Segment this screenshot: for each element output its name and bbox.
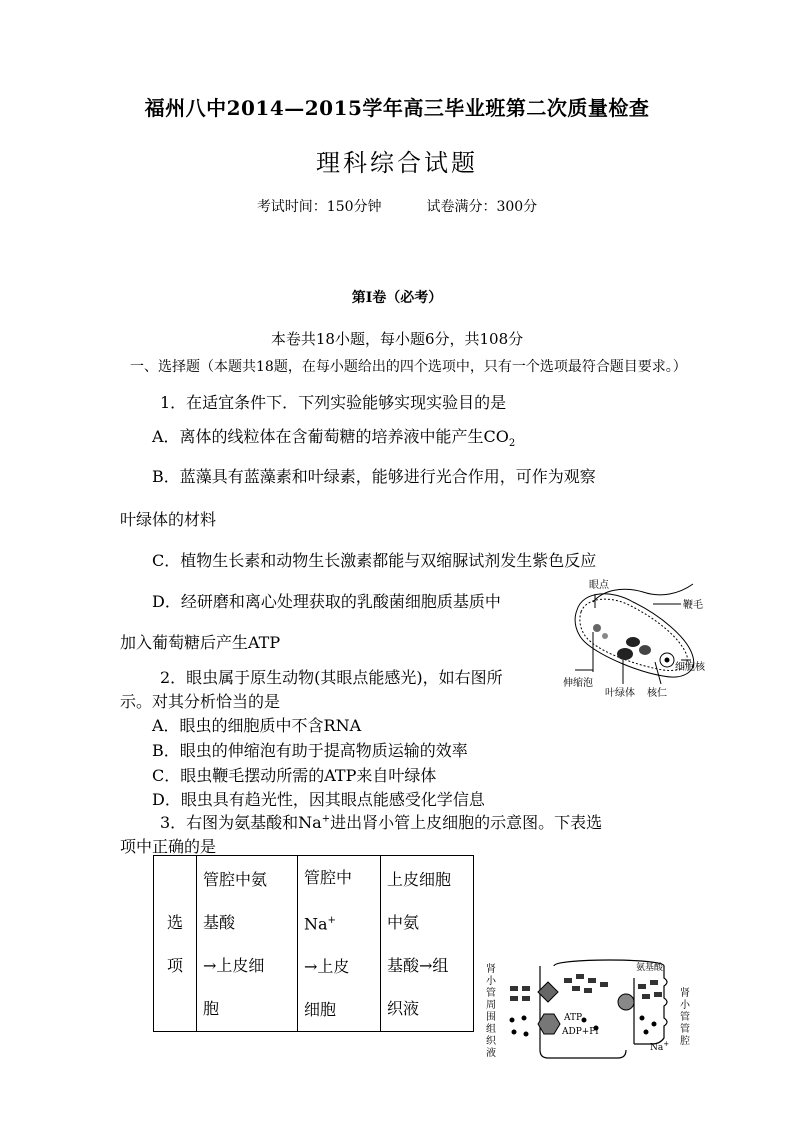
carrier-hexagon	[538, 1014, 560, 1034]
q1-stem: 1．在适宜条件下．下列实验能够实现实验目的是	[160, 393, 507, 412]
table-cell-col3	[381, 856, 474, 1032]
svg-text:织: 织	[486, 1036, 496, 1047]
q1-option-d-line2: 加入葡萄糖后产生ATP	[120, 633, 281, 652]
label-atp: ATP	[564, 1013, 583, 1023]
col2-sup: +	[327, 915, 336, 926]
label-nucleolus: 核仁	[647, 688, 667, 699]
col1-line4: 胞	[203, 998, 220, 1018]
col2-line2	[304, 899, 374, 945]
subject-title: 理科综合试题	[316, 149, 478, 177]
svg-text:管: 管	[680, 1012, 690, 1023]
label-na-text: Na	[650, 1043, 664, 1053]
euglena-figure	[563, 572, 711, 704]
col3-line3: 基酸→组	[387, 955, 449, 975]
q2-stem-line1: 2．眼虫属于原生动物(其眼点能感光)，如右图所	[160, 668, 503, 687]
table-cell-col1	[197, 856, 298, 1032]
section-instruction: 一、选择题（本题共18题，在每小题给出的四个选项中，只有一个选项最符合题目要求。）	[130, 359, 687, 375]
q3-stem-pre: 3．右图为氨基酸和Na	[160, 813, 322, 832]
q3-stem-post: 进出肾小管上皮细胞的示意图。下表选	[330, 813, 603, 832]
chloroplast-shape-2	[626, 637, 640, 647]
table-cell-col0	[154, 856, 197, 1032]
q1-option-a-text: A．离体的线粒体在含葡萄糖的培养液中能产生CO	[152, 427, 509, 446]
svg-text:腔: 腔	[680, 1036, 690, 1047]
q2-option-b: B．眼虫的伸缩泡有助于提高物质运输的效率	[152, 741, 468, 760]
q2-option-c: C．眼虫鞭毛摆动所需的ATP来自叶绿体	[152, 766, 437, 785]
svg-text:小: 小	[486, 976, 496, 987]
carrier-circle	[618, 994, 634, 1010]
col3-line2: 中氨	[387, 912, 420, 932]
label-flagellum: 鞭毛	[683, 600, 703, 611]
q1-option-c: C．植物生长素和动物生长激素都能与双缩脲试剂发生紫色反应	[152, 551, 597, 570]
q1-option-b-line1: B．蓝藻具有蓝藻素和叶绿素，能够进行光合作用，可作为观察	[152, 467, 596, 486]
col3-line4: 织液	[387, 998, 420, 1018]
school-title: 福州八中2014—2015学年高三毕业班第二次质量检查	[144, 96, 650, 120]
svg-text:管: 管	[680, 1024, 690, 1035]
label-contractile-vacuole: 伸缩泡	[563, 678, 593, 689]
svg-text:管: 管	[486, 988, 496, 999]
label-chloroplast: 叶绿体	[605, 688, 635, 699]
full-score: 试卷满分：300分	[426, 199, 538, 215]
q3-options-table	[153, 855, 474, 1032]
svg-text:组: 组	[486, 1024, 496, 1035]
col2-line3: →上皮	[304, 957, 350, 977]
svg-text:液: 液	[486, 1048, 496, 1059]
table-cell-col2	[298, 856, 381, 1032]
q3-stem-line2: 项中正确的是	[120, 837, 217, 856]
svg-text:肾: 肾	[680, 988, 690, 999]
col0-line2: 项	[166, 955, 183, 975]
col1-line3: →上皮细	[203, 955, 265, 975]
col0-line1: 选	[166, 912, 183, 932]
chloroplast-shape	[617, 648, 633, 660]
q2-option-a: A．眼虫的细胞质中不含RNA	[152, 716, 362, 735]
col1-line1: 管腔中氨	[203, 869, 268, 889]
q1-option-b-line2: 叶绿体的材料	[120, 510, 217, 529]
label-adp: ADP+Pi	[562, 1027, 599, 1037]
exam-time: 考试时间：150分钟	[256, 199, 382, 215]
volume-title: 第Ⅰ卷（必考）	[351, 290, 443, 306]
q2-option-d: D．眼虫具有趋光性，因其眼点能感受化学信息	[152, 790, 485, 809]
col1-line2: 基酸	[203, 912, 236, 932]
svg-text:围: 围	[486, 1012, 496, 1023]
label-na-sup: +	[663, 1040, 670, 1048]
col3-line1: 上皮细胞	[387, 869, 452, 889]
label-amino-acid: 氨基酸	[636, 963, 664, 973]
label-nucleus: 细胞核	[675, 662, 705, 673]
amino-acid-blocks	[510, 974, 662, 1001]
col2-na: Na	[304, 914, 328, 934]
tubule-figure	[484, 958, 706, 1066]
col2-line1: 管腔中	[304, 868, 353, 887]
q2-stem-line2: 示。对其分析恰当的是	[120, 692, 281, 711]
label-left-1: 肾	[486, 964, 496, 975]
volume-note: 本卷共18小题，每小题6分，共108分	[270, 330, 524, 348]
table-row	[154, 856, 474, 1032]
svg-text:周: 周	[486, 1000, 496, 1011]
q3-stem-sup: +	[321, 813, 331, 825]
q1-option-a-sub: 2	[508, 438, 516, 450]
q1-option-a	[152, 424, 515, 449]
label-eyespot: 眼点	[589, 580, 609, 591]
svg-text:小: 小	[680, 1000, 690, 1011]
q1-option-d-line1: D．经研磨和离心处理获取的乳酸菌细胞质基质中	[152, 592, 501, 611]
col2-line4: 细胞	[304, 1000, 337, 1020]
q3-stem-line1	[160, 810, 602, 833]
exam-info	[0, 196, 794, 216]
carrier-diamond	[538, 982, 558, 1002]
